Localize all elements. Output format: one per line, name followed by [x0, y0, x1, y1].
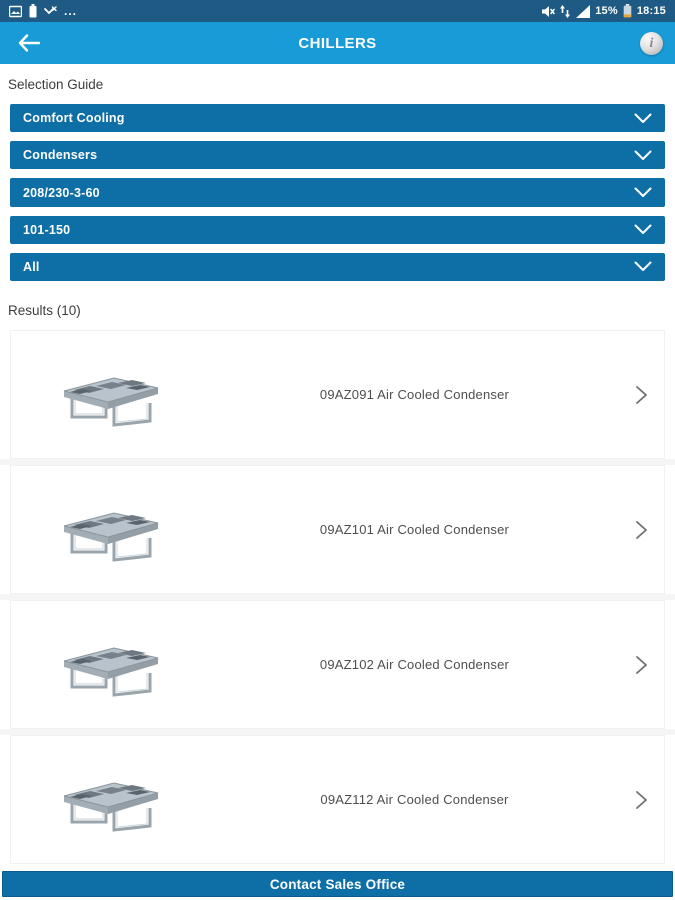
status-right-icons — [541, 4, 666, 18]
back-button[interactable] — [12, 26, 46, 60]
chevron-down-icon — [634, 224, 652, 235]
content — [0, 64, 675, 864]
condenser-illustration — [56, 631, 166, 699]
chevron-down-icon — [634, 261, 652, 272]
dropdown-capacity-range[interactable] — [10, 216, 665, 244]
chevron-down-icon — [634, 187, 652, 198]
result-row-09AZ091[interactable] — [10, 330, 665, 459]
product-image — [11, 496, 211, 564]
signal-icon — [575, 5, 590, 18]
mobile-data-icon — [560, 5, 570, 18]
product-image — [11, 361, 211, 429]
arrow-left-icon — [18, 34, 40, 52]
more-notifications-icon: ... — [64, 4, 78, 18]
battery-icon — [623, 4, 632, 18]
product-image — [11, 766, 211, 834]
result-row-09AZ102[interactable] — [10, 600, 665, 729]
dropdown-all-filter-value: All — [23, 259, 40, 274]
result-row-09AZ101[interactable] — [10, 465, 665, 594]
chevron-right-icon — [618, 790, 664, 810]
condenser-illustration — [56, 361, 166, 429]
dropdown-category-value: Comfort Cooling — [23, 111, 125, 126]
screenshot-icon — [9, 5, 22, 18]
chevron-right-icon — [618, 655, 664, 675]
status-left-icons — [9, 4, 77, 18]
missed-call-icon — [44, 6, 57, 17]
page-title: CHILLERS — [298, 34, 377, 52]
dropdown-voltage-value: 208/230-3-60 — [23, 185, 100, 200]
product-name: 09AZ112 Air Cooled Condenser — [320, 792, 509, 808]
result-row-09AZ112[interactable] — [10, 735, 665, 864]
battery-vertical-icon — [29, 4, 37, 18]
results-list — [0, 330, 675, 864]
chevron-down-icon — [634, 150, 652, 161]
chevron-right-icon — [618, 520, 664, 540]
clock: 18:15 — [636, 5, 666, 17]
app-header — [0, 22, 675, 64]
chevron-right-icon — [618, 385, 664, 405]
dropdown-all-filter[interactable] — [10, 253, 665, 281]
condenser-illustration — [56, 496, 166, 564]
info-button[interactable]: i — [640, 32, 663, 55]
dropdown-capacity-range-value: 101-150 — [23, 222, 71, 237]
battery-percent: 15% — [595, 5, 618, 17]
results-count-label: Results (10) — [8, 303, 81, 319]
product-name: 09AZ101 Air Cooled Condenser — [319, 522, 510, 538]
dropdown-product-type[interactable] — [10, 141, 665, 169]
selection-guide-label: Selection Guide — [8, 77, 104, 92]
product-name: 09AZ102 Air Cooled Condenser — [319, 657, 510, 673]
product-image — [11, 631, 211, 699]
dropdown-category[interactable] — [10, 104, 665, 132]
product-name: 09AZ091 Air Cooled Condenser — [319, 387, 510, 403]
mute-icon — [541, 5, 555, 18]
chevron-down-icon — [634, 113, 652, 124]
dropdown-product-type-value: Condensers — [23, 148, 98, 163]
contact-sales-office-button[interactable]: Contact Sales Office — [2, 871, 673, 897]
dropdown-voltage[interactable] — [10, 178, 665, 206]
condenser-illustration — [56, 766, 166, 834]
status-bar — [0, 0, 675, 22]
